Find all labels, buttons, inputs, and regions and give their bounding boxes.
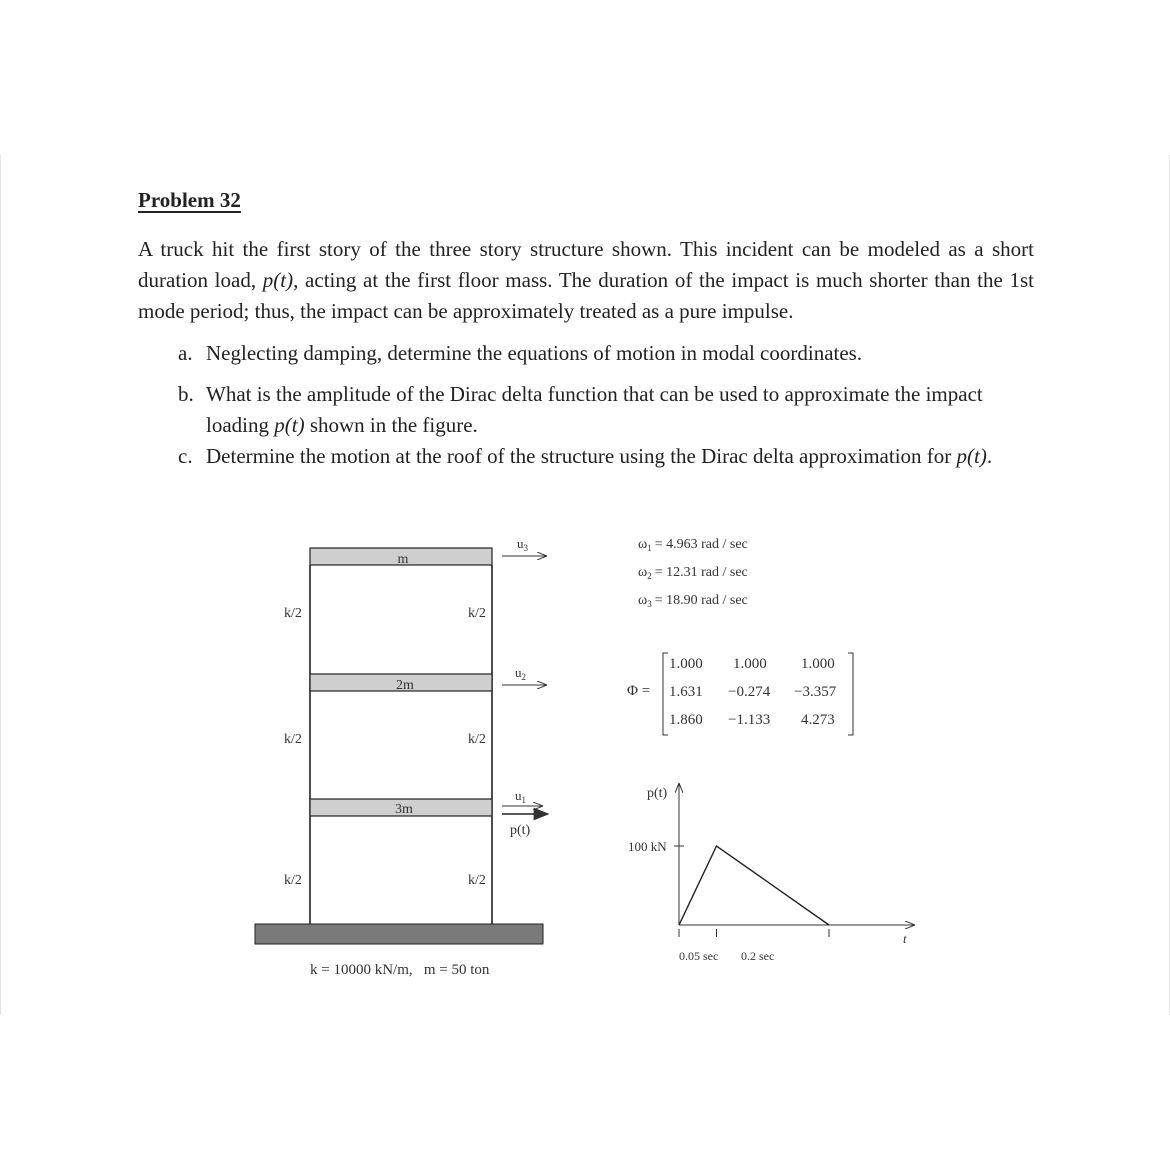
spring-label: k/2	[284, 732, 302, 747]
question-label: c.	[178, 444, 193, 468]
peak-label: 100 kN	[628, 839, 667, 854]
load-label: p(t)	[510, 823, 531, 838]
frequency-omega-2: $\omega_2 = 12.31$ rad / sec	[638, 565, 748, 581]
frequency-omega-3: $\omega_3 = 18.90$ rad / sec	[638, 593, 748, 609]
mass-label-first: 3m	[395, 802, 413, 817]
problem-title: Problem 32	[138, 188, 241, 212]
question-label: b.	[178, 382, 194, 406]
matrix-cell: −3.357	[794, 684, 837, 700]
dof-label-u3: $u_3$	[517, 536, 528, 553]
spring-label: k/2	[284, 873, 302, 888]
plot-x-label: t	[903, 931, 907, 946]
dof-label-u1: $u_1$	[515, 788, 526, 805]
matrix-cell: 1.000	[733, 656, 767, 672]
matrix-left-bracket	[663, 653, 668, 735]
question-text: Determine the motion at the roof of the structure using the Dirac delta approximation for	[206, 444, 957, 468]
spring-label: k/2	[468, 873, 486, 888]
question-text-end: .	[986, 444, 993, 468]
spring-label: k/2	[468, 606, 486, 621]
matrix-cell: −1.133	[728, 712, 771, 728]
mode-shape-matrix	[627, 653, 853, 735]
matrix-cell: 1.860	[669, 712, 703, 728]
question-math: p(t)	[956, 444, 987, 468]
matrix-symbol: Φ =	[627, 683, 651, 699]
ground-base	[255, 924, 543, 944]
question-math: p(t)	[274, 413, 305, 437]
matrix-cell: 1.000	[669, 656, 703, 672]
frequency-omega-1: $\omega_1 = 4.963$ rad / sec	[638, 537, 748, 553]
mass-label-roof: m	[397, 552, 409, 567]
load-plot	[628, 784, 914, 963]
frequency-list	[638, 537, 748, 609]
intro-text-2: , acting at the first floor mass. The duration of the impact is much shorter than the 1st mode period; thus, the impact can be approximately treated as a pure impulse.	[138, 268, 1035, 323]
question-text: Neglecting damping, determine the equations of motion in modal coordinates.	[206, 341, 863, 365]
tick-label-peak-time: 0.05 sec	[679, 949, 719, 963]
figure-caption: k = 10000 kN/m, m = 50 ton	[310, 962, 490, 978]
question-text: What is the amplitude of the Dirac delta function that can be used to approximate the impact loading	[206, 382, 983, 437]
intro-text-1: A truck hit the first story of the three story structure shown. This incident can be modeled as a short duration load,	[138, 237, 1034, 292]
intro-math-pt: p(t)	[262, 268, 294, 292]
matrix-cell: 4.273	[801, 712, 835, 728]
plot-y-label: p(t)	[647, 786, 668, 801]
matrix-right-bracket	[848, 653, 853, 735]
mass-label-second: 2m	[396, 678, 414, 693]
tick-label-end-time: 0.2 sec	[741, 949, 775, 963]
question-text-end: shown in the figure.	[304, 413, 478, 437]
question-label: a.	[178, 341, 193, 365]
load-triangle	[679, 846, 829, 925]
spring-label: k/2	[284, 606, 302, 621]
dof-label-u2: $u_2$	[515, 665, 526, 682]
spring-label: k/2	[468, 732, 486, 747]
matrix-cell: −0.274	[728, 684, 771, 700]
matrix-cell: 1.000	[801, 656, 835, 672]
matrix-cell: 1.631	[669, 684, 703, 700]
